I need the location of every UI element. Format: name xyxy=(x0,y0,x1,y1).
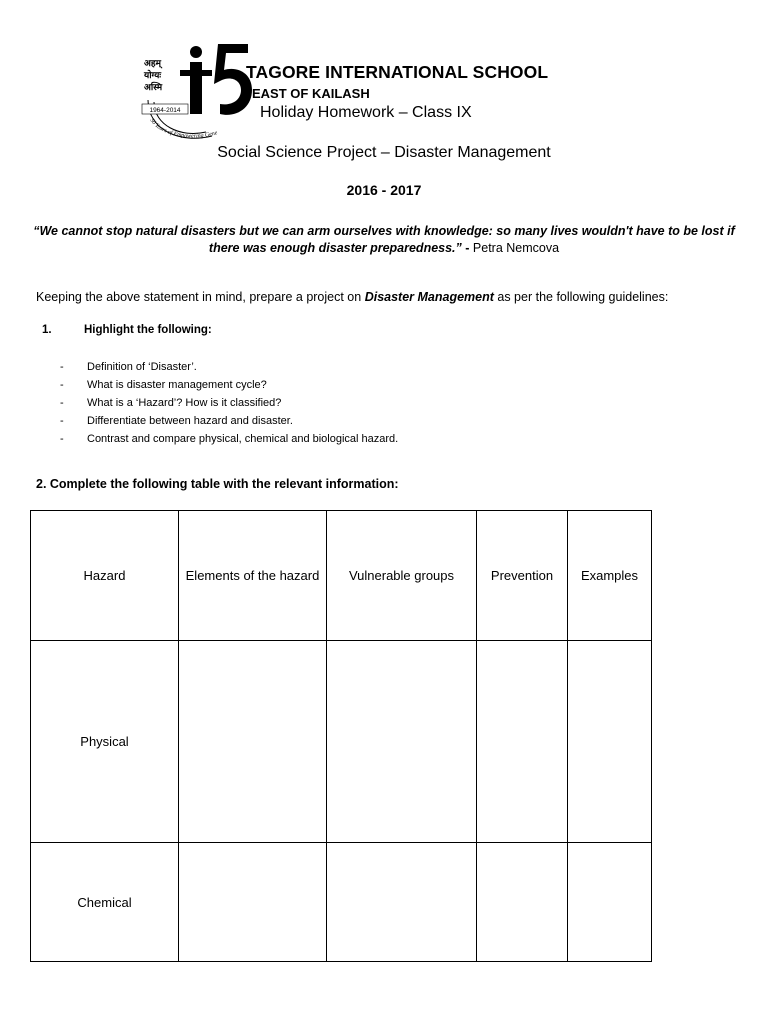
school-branch: EAST OF KAILASH xyxy=(252,86,370,101)
header-vulnerable-groups: Vulnerable groups xyxy=(327,511,477,641)
table-cell xyxy=(477,843,568,962)
quote-text: “We cannot stop natural disasters but we can arm ourselves with knowledge: so many lives wouldn't have to be lost if there was enough disaster preparedness.” xyxy=(33,224,735,255)
quote-author: Petra Nemcova xyxy=(472,241,560,255)
table-cell xyxy=(568,641,652,843)
intro-after: as per the following guidelines: xyxy=(493,290,669,304)
list-item: - Differentiate between hazard and disaster. xyxy=(60,415,293,427)
logo-years: 1964-2014 xyxy=(149,107,181,114)
logo-line-2: योग्यः xyxy=(144,71,162,81)
school-name: TAGORE INTERNATIONAL SCHOOL xyxy=(246,62,549,82)
section-1-list xyxy=(60,358,398,448)
hazard-table xyxy=(30,510,652,962)
table-cell xyxy=(568,843,652,962)
table-cell xyxy=(327,843,477,962)
section-1-number: 1. xyxy=(42,324,52,336)
logo-line-3: अस्मि xyxy=(144,83,163,93)
header-examples: Examples xyxy=(568,511,652,641)
homework-title: Holiday Homework – Class IX xyxy=(260,104,472,121)
session-years: 2016 - 2017 xyxy=(346,182,422,198)
quote-block xyxy=(30,223,738,257)
list-item: - What is disaster management cycle? xyxy=(60,379,267,391)
intro-before: Keeping the above statement in mind, prepare a project on xyxy=(36,290,365,304)
list-item: - Contrast and compare physical, chemical and biological hazard. xyxy=(60,433,399,445)
table-cell xyxy=(179,641,327,843)
table-cell xyxy=(179,843,327,962)
table-row xyxy=(31,843,652,962)
school-crest-logo xyxy=(140,40,255,140)
row-label-chemical: Chemical xyxy=(31,843,179,962)
logo-motto: 50 Years of Empowering Gene xyxy=(148,117,219,140)
list-item: - What is a ‘Hazard’? How is it classified? xyxy=(60,397,282,409)
quote-separator: - xyxy=(461,241,473,255)
list-item: - Definition of ‘Disaster’. xyxy=(60,361,197,373)
table-header-row xyxy=(31,511,652,641)
section-2-title: 2. Complete the following table with the relevant information: xyxy=(36,477,399,491)
logo-line-1: अहम् xyxy=(144,59,162,69)
section-1-title: Highlight the following: xyxy=(84,324,212,336)
table-row xyxy=(31,641,652,843)
header-prevention: Prevention xyxy=(477,511,568,641)
intro-paragraph xyxy=(36,290,668,304)
header-hazard: Hazard xyxy=(31,511,179,641)
intro-emphasis: Disaster Management xyxy=(364,290,494,304)
header-elements: Elements of the hazard xyxy=(179,511,327,641)
table-cell xyxy=(477,641,568,843)
table-cell xyxy=(327,641,477,843)
row-label-physical: Physical xyxy=(31,641,179,843)
project-title: Social Science Project – Disaster Management xyxy=(217,144,551,161)
